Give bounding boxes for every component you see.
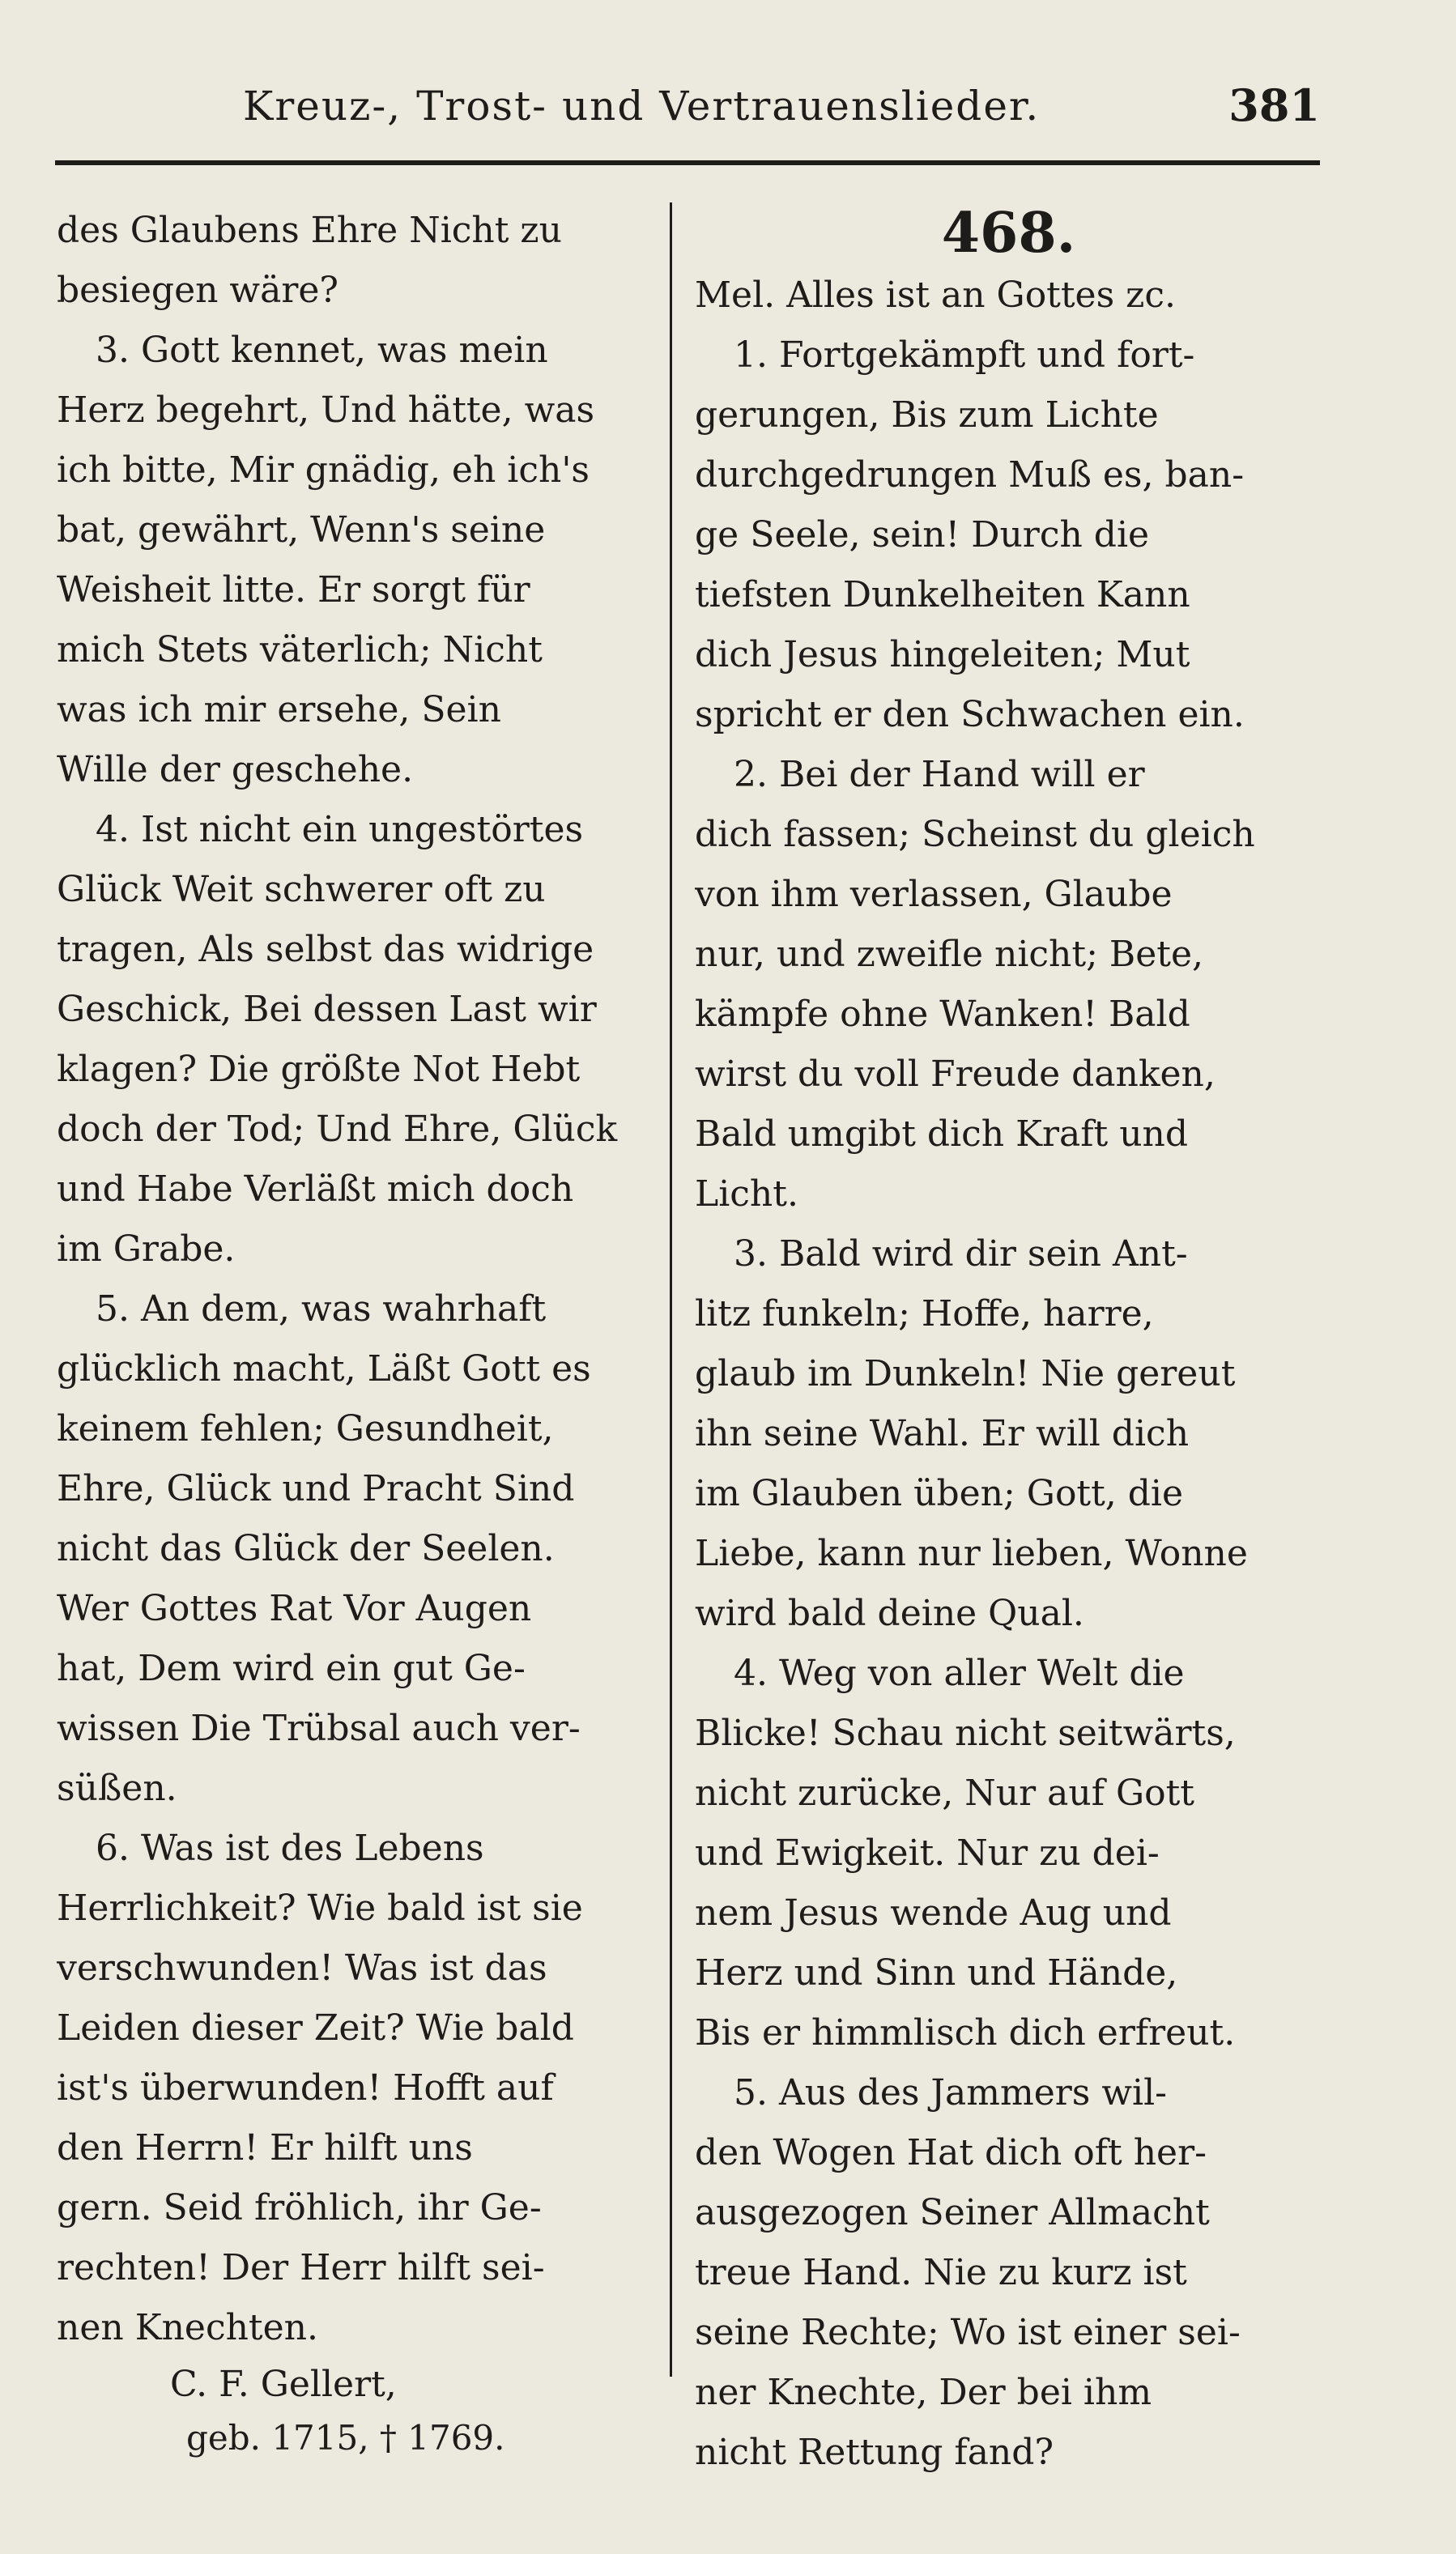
text-line: des Glaubens Ehre Nicht zu	[57, 210, 562, 251]
text-line: und Habe Verläßt mich doch	[57, 1168, 574, 1210]
stanza-start-line: 1. Fortgekämpft und fort-	[734, 334, 1195, 376]
text-line: Herz und Sinn und Hände,	[695, 1952, 1178, 1994]
text-line: nicht zurücke, Nur auf Gott	[695, 1773, 1194, 1814]
text-line: Licht.	[695, 1173, 798, 1215]
left-column	[57, 201, 652, 2465]
header-rule	[55, 160, 1320, 165]
melody-line: Mel. Alles ist an Gottes zc.	[695, 275, 1176, 316]
text-line: spricht er den Schwachen ein.	[695, 694, 1245, 735]
text-line: im Grabe.	[57, 1228, 236, 1270]
text-line: gern. Seid fröhlich, ihr Ge-	[57, 2187, 542, 2228]
text-line: dich fassen; Scheinst du gleich	[695, 814, 1255, 855]
text-line: ihn seine Wahl. Er will dich	[695, 1413, 1190, 1454]
text-line: nem Jesus wende Aug und	[695, 1892, 1172, 1934]
text-line: ner Knechte, Der bei ihm	[695, 2372, 1152, 2413]
text-line: wirst du voll Freude danken,	[695, 1054, 1215, 1095]
text-line: Wer Gottes Rat Vor Augen	[57, 1588, 532, 1629]
text-line: ausgezogen Seiner Allmacht	[695, 2192, 1210, 2233]
text-line: den Herrn! Er hilft uns	[57, 2127, 473, 2169]
text-line: Bis er himmlisch dich erfreut.	[695, 2012, 1236, 2054]
text-line: nicht Rettung fand?	[695, 2432, 1054, 2473]
hymn-number: 468.	[941, 201, 1076, 266]
text-line: gerungen, Bis zum Lichte	[695, 394, 1159, 436]
text-line: Geschick, Bei dessen Last wir	[57, 989, 597, 1030]
text-line: glaub im Dunkeln! Nie gereut	[695, 1353, 1236, 1394]
text-line: Ehre, Glück und Pracht Sind	[57, 1468, 575, 1509]
text-line: dich Jesus hingeleiten; Mut	[695, 634, 1190, 675]
text-line: wissen Die Trübsal auch ver-	[57, 1708, 581, 1749]
text-line: besiegen wäre?	[57, 270, 338, 311]
text-line: bat, gewährt, Wenn's seine	[57, 509, 546, 551]
text-line: Weisheit litte. Er sorgt für	[57, 569, 530, 611]
stanza-start-line: 3. Gott kennet, was mein	[96, 330, 548, 371]
text-line: nicht das Glück der Seelen.	[57, 1528, 555, 1569]
stanza-start-line: 2. Bei der Hand will er	[734, 754, 1145, 795]
text-line: nen Knechten.	[57, 2307, 318, 2348]
stanza-start-line: 5. Aus des Jammers wil-	[734, 2072, 1168, 2113]
stanza-start-line: 6. Was ist des Lebens	[96, 1828, 484, 1869]
running-title: Kreuz-, Trost- und Vertrauenslieder.	[243, 83, 1041, 130]
text-line: Bald umgibt dich Kraft und	[695, 1113, 1189, 1155]
text-line: Herz begehrt, Und hätte, was	[57, 389, 595, 431]
text-line: tragen, Als selbst das widrige	[57, 929, 594, 970]
column-divider	[670, 202, 672, 2377]
text-line: ich bitte, Mir gnädig, eh ich's	[57, 449, 590, 491]
text-line: doch der Tod; Und Ehre, Glück	[57, 1109, 618, 1150]
text-line: den Wogen Hat dich oft her-	[695, 2132, 1207, 2173]
text-line: Wille der geschehe.	[57, 749, 414, 790]
text-line: Herrlichkeit? Wie bald ist sie	[57, 1888, 583, 1929]
right-column	[695, 201, 1322, 2483]
text-line: mich Stets väterlich; Nicht	[57, 629, 543, 670]
stanza-start-line: 3. Bald wird dir sein Ant-	[734, 1233, 1188, 1275]
page-number: 381	[1228, 79, 1320, 131]
text-line: tiefsten Dunkelheiten Kann	[695, 574, 1190, 615]
text-line: was ich mir ersehe, Sein	[57, 689, 501, 730]
text-line: durchgedrungen Muß es, ban-	[695, 454, 1245, 496]
text-line: verschwunden! Was ist das	[57, 1947, 547, 1989]
text-line: Glück Weit schwerer oft zu	[57, 869, 546, 910]
text-line: glücklich macht, Läßt Gott es	[57, 1348, 591, 1390]
text-line: nur, und zweifle nicht; Bete,	[695, 934, 1203, 975]
text-line: treue Hand. Nie zu kurz ist	[695, 2252, 1187, 2293]
text-line: ist's überwunden! Hofft auf	[57, 2067, 554, 2109]
text-line: kämpfe ohne Wanken! Bald	[695, 994, 1190, 1035]
text-line: Leiden dieser Zeit? Wie bald	[57, 2007, 574, 2049]
text-line: wird bald deine Qual.	[695, 1593, 1084, 1634]
stanza-start-line: 5. An dem, was wahrhaft	[96, 1288, 547, 1330]
text-line: keinem fehlen; Gesundheit,	[57, 1408, 554, 1449]
text-line: hat, Dem wird ein gut Ge-	[57, 1648, 526, 1689]
text-line: Blicke! Schau nicht seitwärts,	[695, 1713, 1236, 1754]
text-line: und Ewigkeit. Nur zu dei-	[695, 1832, 1160, 1874]
author-dates: geb. 1715, † 1769.	[186, 2418, 505, 2458]
text-line: im Glauben üben; Gott, die	[695, 1473, 1184, 1514]
text-line: von ihm verlassen, Glaube	[695, 874, 1173, 915]
author-credit: C. F. Gellert,	[170, 2364, 397, 2405]
text-line: litz funkeln; Hoffe, harre,	[695, 1293, 1154, 1334]
text-line: rechten! Der Herr hilft sei-	[57, 2247, 545, 2288]
stanza-start-line: 4. Weg von aller Welt die	[734, 1653, 1185, 1694]
text-line: seine Rechte; Wo ist einer sei-	[695, 2312, 1241, 2353]
page-header	[49, 74, 1320, 149]
stanza-start-line: 4. Ist nicht ein ungestörtes	[96, 809, 584, 850]
text-line: Liebe, kann nur lieben, Wonne	[695, 1533, 1248, 1574]
text-line: ge Seele, sein! Durch die	[695, 514, 1150, 555]
text-line: klagen? Die größte Not Hebt	[57, 1049, 581, 1090]
text-line: süßen.	[57, 1768, 177, 1809]
